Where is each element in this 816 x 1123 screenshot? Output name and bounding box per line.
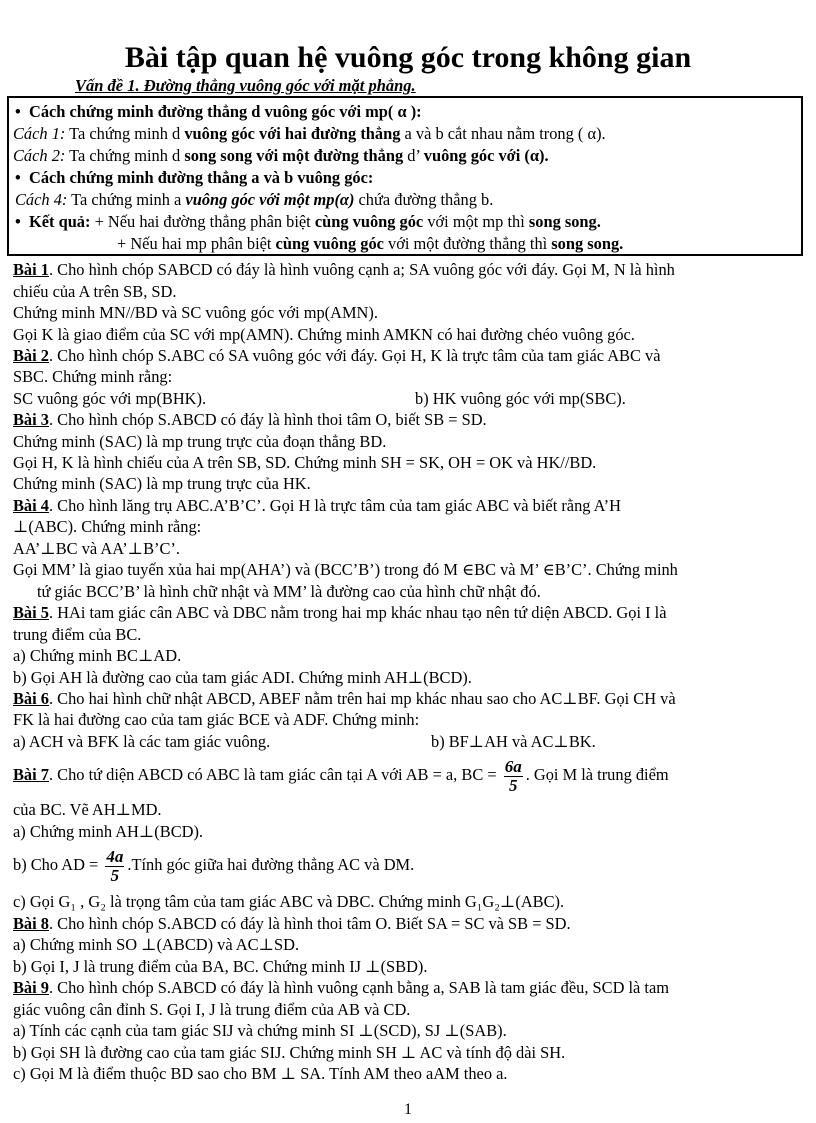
exercise-6-line-3a: a) ACH và BFK là các tam giác vuông. <box>13 732 271 751</box>
exercise-7-line-2: của BC. Vẽ AH⊥MD. <box>13 800 162 819</box>
exercise-5-line-3: a) Chứng minh BC⊥AD. <box>13 646 182 665</box>
exercise-3-line-3: Gọi H, K là hình chiếu của A trên SB, SD. Chứng minh SH = SK, OH = OK và HK//BD. <box>13 453 597 472</box>
exercise-4-line-1: Bài 4. Cho hình lăng trụ ABC.A’B’C’. Gọi H là trực tâm của tam giác ABC và biết rằng A’H <box>13 496 621 515</box>
exercise-7-line-4: b) Cho AD = $\frac{4a}{5}$ .Tính góc giữa hai đường thẳng AC và DM. <box>13 846 415 885</box>
exercise-7-line-5: c) Gọi G₁ , G₂ là trọng tâm của tam giác ABC và DBC. Chứng minh G₁G₂⊥(ABC). <box>13 892 565 911</box>
exercise-9-line-3: a) Tính các cạnh của tam giác SIJ và chứng minh SI ⊥(SCD), SJ ⊥(SAB). <box>13 1021 507 1040</box>
exercise-1-line-1: Bài 1. Cho hình chóp SABCD có đáy là hình vuông cạnh a; SA vuông góc với đáy. Gọi M, N là hình <box>13 260 675 279</box>
exercise-1-line-2: chiếu của A trên SB, SD. <box>13 282 177 301</box>
box-method-2: Cách 2: Ta chứng minh d song song với một đường thẳng d’ vuông góc với (α). <box>13 146 549 165</box>
exercise-1-line-3: Chứng minh MN//BD và SC vuông góc với mp(AMN). <box>13 303 378 322</box>
box-result-2: + Nếu hai mp phân biệt cùng vuông góc với một đường thẳng thì song song. <box>117 234 624 253</box>
summary-box <box>7 96 803 256</box>
exercise-8-line-3: b) Gọi I, J là trung điểm của BA, BC. Chứng minh IJ ⊥(SBD). <box>13 957 428 976</box>
exercise-6-line-2: FK là hai đường cao của tam giác BCE và ADF. Chứng minh: <box>13 710 420 729</box>
exercise-9-line-1: Bài 9. Cho hình chóp S.ABCD có đáy là hình vuông cạnh bằng a, SAB là tam giác đều, SCD là tam <box>13 978 670 997</box>
exercise-5-line-1: Bài 5. HAi tam giác cân ABC và DBC nằm trong hai mp khác nhau tạo nên tứ diện ABCD. Gọi I là <box>13 603 667 622</box>
fraction-4a-over-5: $\frac{4a}{5}$ <box>106 846 124 885</box>
exercise-4-line-5: tứ giác BCC’B’ là hình chữ nhật và MM’ là đường cao của hình chữ nhật đó. <box>37 582 541 601</box>
fraction-6a-over-5: $\frac{6a}{5}$ <box>504 756 522 795</box>
box-method-1: Cách 1: Ta chứng minh d vuông góc với hai đường thẳng a và b cắt nhau nằm trong ( α). <box>13 124 606 143</box>
exercise-5-line-2: trung điểm của BC. <box>13 625 142 644</box>
exercise-3-line-2: Chứng minh (SAC) là mp trung trực của đoạn thẳng BD. <box>13 432 387 451</box>
exercise-7-line-1: Bài 7. Cho tứ diện ABCD có ABC là tam giác cân tại A với AB = a, BC = $\frac{6a}{5}$ . Gọi M là trung điểm <box>13 756 669 795</box>
page-title: Bài tập quan hệ vuông góc trong không gian <box>124 41 692 74</box>
page-number: 1 <box>404 1101 412 1118</box>
exercise-9-line-5: c) Gọi M là điểm thuộc BD sao cho BM ⊥ SA. Tính AM theo aAM theo a. <box>13 1064 508 1083</box>
exercise-5-line-4: b) Gọi AH là đường cao của tam giác ADI. Chứng minh AH⊥(BCD). <box>13 668 472 687</box>
box-method-4: Cách 4: Ta chứng minh a vuông góc với một mp(α) chứa đường thẳng b. <box>15 190 494 209</box>
exercise-4-line-3: AA’⊥BC và AA’⊥B’C’. <box>13 539 180 558</box>
exercise-7-line-3: a) Chứng minh AH⊥(BCD). <box>13 822 204 841</box>
exercise-4-line-2: ⊥(ABC). Chứng minh rằng: <box>13 517 202 536</box>
exercise-6-line-3b: b) BF⊥AH và AC⊥BK. <box>431 732 596 751</box>
exercise-1-line-4: Gọi K là giao điểm của SC với mp(AMN). Chứng minh AMKN có hai đường chéo vuông góc. <box>13 325 635 344</box>
exercise-9-line-4: b) Gọi SH là đường cao của tam giác SIJ. Chứng minh SH ⊥ AC và tính độ dài SH. <box>13 1043 566 1062</box>
exercise-6-line-1: Bài 6. Cho hai hình chữ nhật ABCD, ABEF nằm trên hai mp khác nhau sao cho AC⊥BF. Gọi CH và <box>13 689 676 708</box>
box-heading-1: • Cách chứng minh đường thẳng d vuông góc với mp( α ): <box>15 102 422 122</box>
exercise-2-line-1: Bài 2. Cho hình chóp S.ABC có SA vuông góc với đáy. Gọi H, K là trực tâm của tam giác ABC và <box>13 346 661 365</box>
exercise-2-line-3a: SC vuông góc với mp(BHK). <box>13 389 207 408</box>
exercise-4-line-4: Gọi MM’ là giao tuyến xủa hai mp(AHA’) và (BCC’B’) trong đó M ∈BC và M’ ∈B’C’. Chứng minh <box>13 560 678 579</box>
exercise-8-line-1: Bài 8. Cho hình chóp S.ABCD có đáy là hình thoi tâm O. Biết SA = SC và SB = SD. <box>13 914 571 933</box>
box-heading-2: • Cách chứng minh đường thẳng a và b vuông góc: <box>15 168 373 188</box>
exercise-2-line-3b: b) HK vuông góc với mp(SBC). <box>415 389 626 408</box>
exercise-3-line-4: Chứng minh (SAC) là mp trung trực của HK. <box>13 474 311 493</box>
exercise-2-line-2: SBC. Chứng minh rằng: <box>13 367 173 386</box>
exercise-3-line-1: Bài 3. Cho hình chóp S.ABCD có đáy là hình thoi tâm O, biết SB = SD. <box>13 410 487 429</box>
exercise-8-line-2: a) Chứng minh SO ⊥(ABCD) và AC⊥SD. <box>13 935 300 954</box>
box-result-1: • Kết quả: + Nếu hai đường thẳng phân biệt cùng vuông góc với một mp thì song song. <box>15 212 601 232</box>
section-subtitle: Vấn đề 1. Đường thẳng vuông góc với mặt phẳng. <box>75 76 416 95</box>
exercise-9-line-2: giác vuông cân đỉnh S. Gọi I, J là trung điểm của AB và CD. <box>13 1000 411 1019</box>
